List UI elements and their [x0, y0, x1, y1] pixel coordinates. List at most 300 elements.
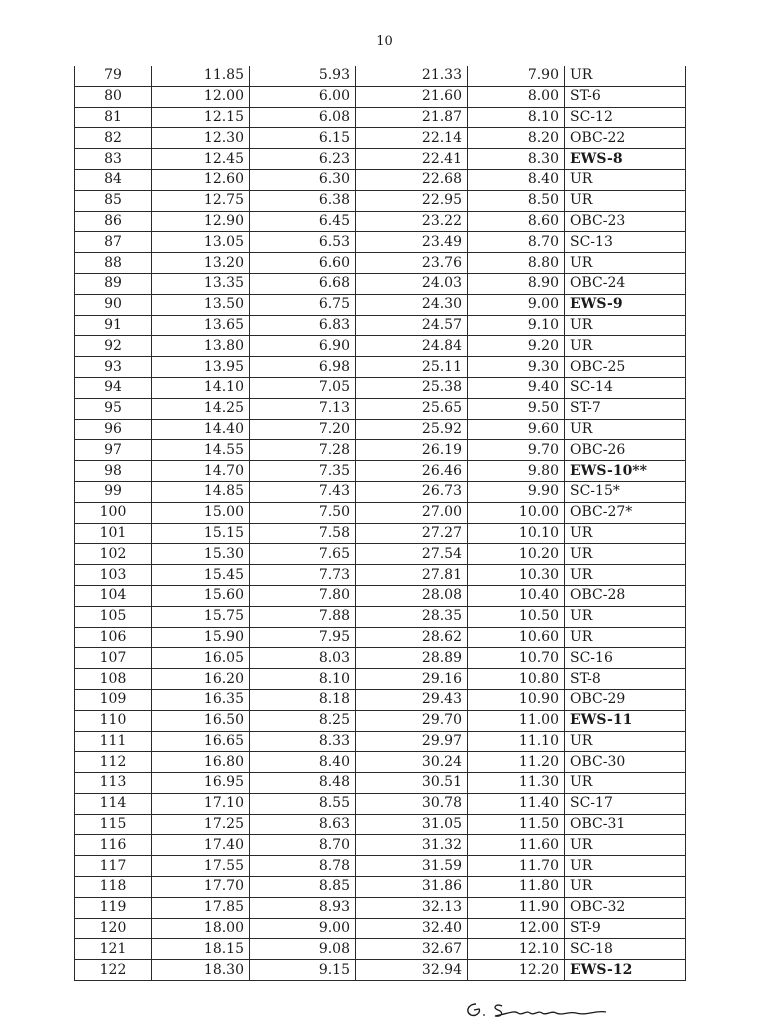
cell-col-3: 7.13 — [250, 398, 356, 419]
table-row — [75, 211, 686, 232]
cell-col-3: 7.05 — [250, 377, 356, 398]
cell-col-2: 12.60 — [152, 169, 250, 190]
cell-category: UR — [565, 731, 686, 752]
cell-category: EWS-11 — [565, 710, 686, 731]
cell-roster-point: 107 — [75, 648, 152, 669]
cell-category: OBC-25 — [565, 357, 686, 378]
cell-col-4: 24.30 — [356, 294, 468, 315]
cell-col-3: 8.33 — [250, 731, 356, 752]
cell-col-5: 9.80 — [468, 461, 565, 482]
cell-col-3: 7.65 — [250, 544, 356, 565]
cell-col-3: 8.85 — [250, 877, 356, 898]
page-number: 10 — [376, 34, 393, 49]
cell-col-5: 8.70 — [468, 232, 565, 253]
cell-category: SC-13 — [565, 232, 686, 253]
cell-roster-point: 88 — [75, 253, 152, 274]
cell-roster-point: 84 — [75, 169, 152, 190]
cell-col-3: 6.23 — [250, 149, 356, 170]
cell-col-5: 12.00 — [468, 918, 565, 939]
cell-category: UR — [565, 606, 686, 627]
cell-col-2: 15.60 — [152, 585, 250, 606]
cell-col-5: 9.30 — [468, 357, 565, 378]
cell-col-3: 8.25 — [250, 710, 356, 731]
cell-col-5: 12.20 — [468, 960, 565, 981]
cell-col-4: 26.19 — [356, 440, 468, 461]
cell-col-4: 32.40 — [356, 918, 468, 939]
table-row — [75, 960, 686, 981]
cell-col-2: 16.65 — [152, 731, 250, 752]
cell-col-4: 29.43 — [356, 689, 468, 710]
table-row — [75, 731, 686, 752]
signature — [462, 1000, 612, 1020]
cell-roster-point: 98 — [75, 461, 152, 482]
cell-roster-point: 97 — [75, 440, 152, 461]
cell-col-5: 10.00 — [468, 502, 565, 523]
cell-col-5: 10.10 — [468, 523, 565, 544]
table-row — [75, 232, 686, 253]
cell-col-5: 9.50 — [468, 398, 565, 419]
cell-roster-point: 104 — [75, 585, 152, 606]
cell-col-3: 6.00 — [250, 86, 356, 107]
table-row — [75, 66, 686, 86]
table-row — [75, 357, 686, 378]
cell-roster-point: 86 — [75, 211, 152, 232]
cell-roster-point: 94 — [75, 377, 152, 398]
cell-col-5: 11.40 — [468, 793, 565, 814]
table-row — [75, 585, 686, 606]
cell-col-2: 15.15 — [152, 523, 250, 544]
table-row — [75, 565, 686, 586]
cell-col-5: 8.50 — [468, 190, 565, 211]
cell-roster-point: 102 — [75, 544, 152, 565]
table-row — [75, 918, 686, 939]
cell-col-5: 9.00 — [468, 294, 565, 315]
cell-col-2: 11.85 — [152, 66, 250, 86]
cell-category: UR — [565, 835, 686, 856]
cell-category: UR — [565, 315, 686, 336]
cell-col-4: 22.95 — [356, 190, 468, 211]
cell-col-4: 21.60 — [356, 86, 468, 107]
table-row — [75, 752, 686, 773]
cell-col-2: 17.85 — [152, 897, 250, 918]
cell-roster-point: 89 — [75, 273, 152, 294]
cell-col-2: 13.20 — [152, 253, 250, 274]
cell-col-2: 13.35 — [152, 273, 250, 294]
cell-category: UR — [565, 565, 686, 586]
cell-col-3: 6.68 — [250, 273, 356, 294]
cell-category: UR — [565, 523, 686, 544]
cell-col-2: 12.75 — [152, 190, 250, 211]
cell-col-3: 6.38 — [250, 190, 356, 211]
cell-roster-point: 117 — [75, 856, 152, 877]
cell-category: ST-8 — [565, 669, 686, 690]
cell-col-2: 16.05 — [152, 648, 250, 669]
cell-roster-point: 79 — [75, 66, 152, 86]
roster-table — [74, 66, 686, 981]
cell-col-5: 10.20 — [468, 544, 565, 565]
cell-roster-point: 100 — [75, 502, 152, 523]
table-row — [75, 669, 686, 690]
cell-col-2: 16.20 — [152, 669, 250, 690]
cell-category: SC-12 — [565, 107, 686, 128]
cell-category: UR — [565, 877, 686, 898]
cell-category: OBC-31 — [565, 814, 686, 835]
cell-col-2: 13.80 — [152, 336, 250, 357]
cell-col-4: 27.27 — [356, 523, 468, 544]
cell-col-2: 16.50 — [152, 710, 250, 731]
cell-col-4: 26.73 — [356, 481, 468, 502]
cell-roster-point: 120 — [75, 918, 152, 939]
table-row — [75, 128, 686, 149]
cell-roster-point: 115 — [75, 814, 152, 835]
cell-category: ST-6 — [565, 86, 686, 107]
cell-roster-point: 121 — [75, 939, 152, 960]
cell-col-3: 9.15 — [250, 960, 356, 981]
table-row — [75, 336, 686, 357]
cell-category: UR — [565, 419, 686, 440]
cell-category: UR — [565, 253, 686, 274]
cell-col-5: 10.60 — [468, 627, 565, 648]
cell-col-4: 23.22 — [356, 211, 468, 232]
cell-col-3: 6.45 — [250, 211, 356, 232]
cell-col-2: 15.90 — [152, 627, 250, 648]
cell-col-3: 7.80 — [250, 585, 356, 606]
cell-col-4: 31.05 — [356, 814, 468, 835]
cell-category: UR — [565, 190, 686, 211]
cell-col-4: 25.92 — [356, 419, 468, 440]
cell-col-3: 8.48 — [250, 773, 356, 794]
table-row — [75, 149, 686, 170]
cell-col-2: 14.85 — [152, 481, 250, 502]
table-row — [75, 461, 686, 482]
cell-col-5: 9.90 — [468, 481, 565, 502]
table-row — [75, 814, 686, 835]
cell-col-4: 25.65 — [356, 398, 468, 419]
table-row — [75, 523, 686, 544]
cell-col-3: 8.18 — [250, 689, 356, 710]
cell-category: OBC-28 — [565, 585, 686, 606]
cell-category: SC-18 — [565, 939, 686, 960]
cell-roster-point: 101 — [75, 523, 152, 544]
cell-col-4: 27.81 — [356, 565, 468, 586]
cell-col-3: 7.58 — [250, 523, 356, 544]
cell-col-2: 16.80 — [152, 752, 250, 773]
cell-category: UR — [565, 336, 686, 357]
cell-category: ST-7 — [565, 398, 686, 419]
table-row — [75, 273, 686, 294]
table-row — [75, 856, 686, 877]
cell-roster-point: 92 — [75, 336, 152, 357]
cell-roster-point: 109 — [75, 689, 152, 710]
cell-col-4: 32.94 — [356, 960, 468, 981]
cell-category: UR — [565, 856, 686, 877]
cell-col-5: 11.60 — [468, 835, 565, 856]
cell-roster-point: 108 — [75, 669, 152, 690]
cell-col-4: 25.38 — [356, 377, 468, 398]
cell-roster-point: 87 — [75, 232, 152, 253]
cell-col-4: 23.49 — [356, 232, 468, 253]
cell-roster-point: 113 — [75, 773, 152, 794]
cell-col-5: 11.80 — [468, 877, 565, 898]
cell-category: OBC-24 — [565, 273, 686, 294]
cell-col-5: 8.60 — [468, 211, 565, 232]
cell-col-3: 7.28 — [250, 440, 356, 461]
table-row — [75, 877, 686, 898]
table-row — [75, 190, 686, 211]
cell-col-5: 10.70 — [468, 648, 565, 669]
cell-col-3: 6.15 — [250, 128, 356, 149]
cell-roster-point: 112 — [75, 752, 152, 773]
cell-col-4: 31.59 — [356, 856, 468, 877]
cell-col-5: 9.60 — [468, 419, 565, 440]
cell-col-3: 7.95 — [250, 627, 356, 648]
table-row — [75, 710, 686, 731]
cell-col-3: 6.90 — [250, 336, 356, 357]
table-row — [75, 107, 686, 128]
cell-category: UR — [565, 773, 686, 794]
cell-category: UR — [565, 544, 686, 565]
cell-category: UR — [565, 169, 686, 190]
cell-col-2: 15.75 — [152, 606, 250, 627]
cell-col-2: 13.95 — [152, 357, 250, 378]
cell-col-3: 5.93 — [250, 66, 356, 86]
cell-col-2: 12.30 — [152, 128, 250, 149]
cell-col-2: 14.10 — [152, 377, 250, 398]
cell-roster-point: 114 — [75, 793, 152, 814]
cell-col-5: 11.70 — [468, 856, 565, 877]
cell-col-4: 27.00 — [356, 502, 468, 523]
cell-col-4: 28.89 — [356, 648, 468, 669]
table-row — [75, 897, 686, 918]
cell-col-4: 28.62 — [356, 627, 468, 648]
cell-category: EWS-9 — [565, 294, 686, 315]
cell-col-4: 31.86 — [356, 877, 468, 898]
cell-col-3: 8.93 — [250, 897, 356, 918]
table-row — [75, 773, 686, 794]
cell-category: OBC-32 — [565, 897, 686, 918]
cell-col-4: 29.70 — [356, 710, 468, 731]
cell-col-5: 11.50 — [468, 814, 565, 835]
cell-roster-point: 99 — [75, 481, 152, 502]
cell-col-5: 9.10 — [468, 315, 565, 336]
cell-roster-point: 90 — [75, 294, 152, 315]
cell-col-3: 8.55 — [250, 793, 356, 814]
cell-col-5: 10.80 — [468, 669, 565, 690]
cell-col-4: 27.54 — [356, 544, 468, 565]
cell-col-5: 7.90 — [468, 66, 565, 86]
cell-col-2: 17.55 — [152, 856, 250, 877]
cell-col-3: 6.98 — [250, 357, 356, 378]
cell-roster-point: 103 — [75, 565, 152, 586]
table-row — [75, 648, 686, 669]
cell-category: ST-9 — [565, 918, 686, 939]
cell-col-2: 18.15 — [152, 939, 250, 960]
cell-col-3: 9.08 — [250, 939, 356, 960]
cell-col-2: 17.40 — [152, 835, 250, 856]
cell-roster-point: 96 — [75, 419, 152, 440]
cell-col-2: 13.05 — [152, 232, 250, 253]
cell-col-3: 7.73 — [250, 565, 356, 586]
cell-col-5: 9.40 — [468, 377, 565, 398]
cell-col-4: 30.78 — [356, 793, 468, 814]
table-row — [75, 606, 686, 627]
cell-category: OBC-23 — [565, 211, 686, 232]
cell-col-3: 6.30 — [250, 169, 356, 190]
cell-col-4: 22.14 — [356, 128, 468, 149]
cell-category: UR — [565, 66, 686, 86]
cell-roster-point: 82 — [75, 128, 152, 149]
cell-col-3: 7.20 — [250, 419, 356, 440]
cell-col-4: 30.51 — [356, 773, 468, 794]
cell-col-2: 13.50 — [152, 294, 250, 315]
cell-col-4: 32.13 — [356, 897, 468, 918]
cell-col-5: 10.90 — [468, 689, 565, 710]
cell-col-3: 6.53 — [250, 232, 356, 253]
cell-category: EWS-10** — [565, 461, 686, 482]
cell-col-5: 11.00 — [468, 710, 565, 731]
cell-col-4: 22.68 — [356, 169, 468, 190]
cell-col-3: 7.88 — [250, 606, 356, 627]
table-row — [75, 294, 686, 315]
table-row — [75, 377, 686, 398]
cell-col-5: 8.90 — [468, 273, 565, 294]
table-row — [75, 315, 686, 336]
cell-col-5: 10.40 — [468, 585, 565, 606]
cell-col-4: 24.03 — [356, 273, 468, 294]
cell-col-3: 8.78 — [250, 856, 356, 877]
cell-col-4: 30.24 — [356, 752, 468, 773]
table-row — [75, 544, 686, 565]
cell-col-3: 8.03 — [250, 648, 356, 669]
table-row — [75, 835, 686, 856]
cell-col-5: 11.30 — [468, 773, 565, 794]
table-row — [75, 481, 686, 502]
cell-col-2: 12.45 — [152, 149, 250, 170]
table-row — [75, 253, 686, 274]
cell-col-2: 15.30 — [152, 544, 250, 565]
cell-roster-point: 105 — [75, 606, 152, 627]
cell-col-4: 22.41 — [356, 149, 468, 170]
cell-col-4: 26.46 — [356, 461, 468, 482]
table-row — [75, 689, 686, 710]
roster-table-body — [75, 66, 686, 981]
cell-col-3: 8.10 — [250, 669, 356, 690]
cell-roster-point: 93 — [75, 357, 152, 378]
cell-col-2: 12.00 — [152, 86, 250, 107]
cell-col-3: 6.08 — [250, 107, 356, 128]
cell-col-2: 17.10 — [152, 793, 250, 814]
cell-col-4: 28.35 — [356, 606, 468, 627]
cell-col-2: 18.00 — [152, 918, 250, 939]
cell-roster-point: 95 — [75, 398, 152, 419]
cell-roster-point: 85 — [75, 190, 152, 211]
table-row — [75, 86, 686, 107]
cell-col-2: 14.55 — [152, 440, 250, 461]
cell-col-4: 25.11 — [356, 357, 468, 378]
cell-col-5: 8.10 — [468, 107, 565, 128]
table-row — [75, 939, 686, 960]
cell-col-5: 10.50 — [468, 606, 565, 627]
table-row — [75, 169, 686, 190]
cell-col-4: 29.16 — [356, 669, 468, 690]
cell-col-5: 10.30 — [468, 565, 565, 586]
cell-roster-point: 116 — [75, 835, 152, 856]
cell-col-5: 8.30 — [468, 149, 565, 170]
cell-col-3: 6.60 — [250, 253, 356, 274]
cell-category: OBC-22 — [565, 128, 686, 149]
table-row — [75, 440, 686, 461]
cell-col-5: 8.80 — [468, 253, 565, 274]
cell-col-5: 8.00 — [468, 86, 565, 107]
cell-col-2: 15.00 — [152, 502, 250, 523]
cell-col-5: 9.70 — [468, 440, 565, 461]
cell-roster-point: 111 — [75, 731, 152, 752]
cell-roster-point: 106 — [75, 627, 152, 648]
cell-category: EWS-12 — [565, 960, 686, 981]
table-row — [75, 419, 686, 440]
cell-col-2: 14.70 — [152, 461, 250, 482]
cell-category: OBC-26 — [565, 440, 686, 461]
cell-col-2: 17.70 — [152, 877, 250, 898]
cell-col-3: 7.50 — [250, 502, 356, 523]
cell-col-5: 8.20 — [468, 128, 565, 149]
cell-col-3: 6.75 — [250, 294, 356, 315]
cell-col-5: 8.40 — [468, 169, 565, 190]
cell-col-2: 12.15 — [152, 107, 250, 128]
cell-col-4: 24.84 — [356, 336, 468, 357]
cell-col-2: 13.65 — [152, 315, 250, 336]
cell-col-2: 14.25 — [152, 398, 250, 419]
cell-category: EWS-8 — [565, 149, 686, 170]
cell-col-3: 7.35 — [250, 461, 356, 482]
cell-col-5: 9.20 — [468, 336, 565, 357]
cell-col-2: 15.45 — [152, 565, 250, 586]
cell-col-3: 6.83 — [250, 315, 356, 336]
cell-roster-point: 83 — [75, 149, 152, 170]
cell-col-4: 31.32 — [356, 835, 468, 856]
cell-col-3: 8.40 — [250, 752, 356, 773]
cell-col-3: 7.43 — [250, 481, 356, 502]
cell-col-2: 17.25 — [152, 814, 250, 835]
cell-col-5: 11.90 — [468, 897, 565, 918]
table-row — [75, 627, 686, 648]
cell-col-2: 12.90 — [152, 211, 250, 232]
cell-col-4: 23.76 — [356, 253, 468, 274]
cell-category: OBC-27* — [565, 502, 686, 523]
cell-col-2: 14.40 — [152, 419, 250, 440]
cell-col-2: 18.30 — [152, 960, 250, 981]
cell-roster-point: 122 — [75, 960, 152, 981]
cell-category: OBC-30 — [565, 752, 686, 773]
cell-roster-point: 110 — [75, 710, 152, 731]
cell-col-4: 32.67 — [356, 939, 468, 960]
table-row — [75, 398, 686, 419]
cell-col-4: 24.57 — [356, 315, 468, 336]
cell-roster-point: 118 — [75, 877, 152, 898]
cell-category: SC-14 — [565, 377, 686, 398]
cell-col-5: 12.10 — [468, 939, 565, 960]
cell-category: SC-17 — [565, 793, 686, 814]
cell-col-4: 28.08 — [356, 585, 468, 606]
cell-category: OBC-29 — [565, 689, 686, 710]
cell-roster-point: 81 — [75, 107, 152, 128]
cell-roster-point: 119 — [75, 897, 152, 918]
cell-category: SC-16 — [565, 648, 686, 669]
cell-col-5: 11.10 — [468, 731, 565, 752]
table-row — [75, 502, 686, 523]
cell-col-4: 29.97 — [356, 731, 468, 752]
cell-category: UR — [565, 627, 686, 648]
